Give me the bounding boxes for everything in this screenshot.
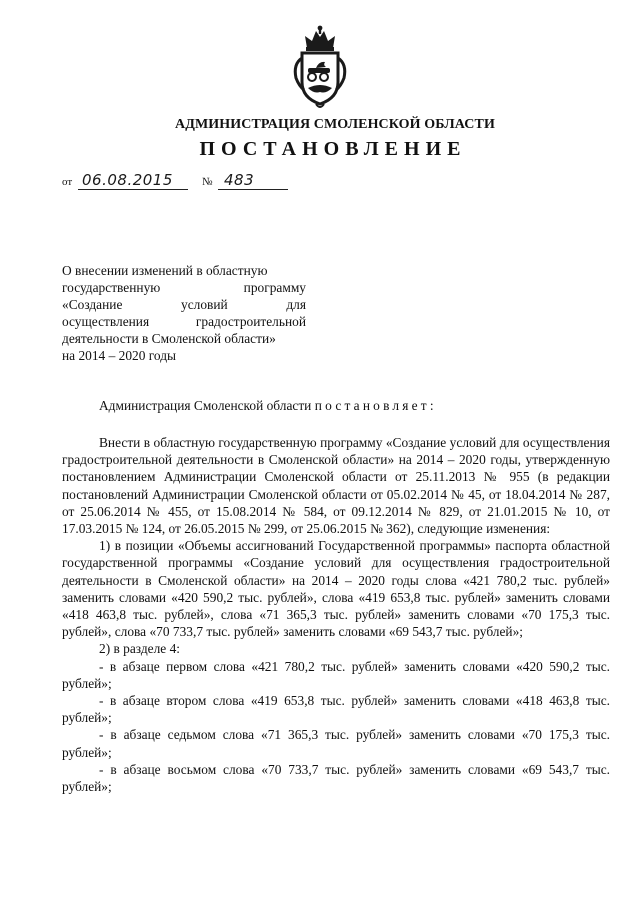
smolensk-coat-of-arms-icon xyxy=(288,24,352,112)
preamble-verb: постановляет: xyxy=(314,398,437,413)
agency-name: АДМИНИСТРАЦИЯ СМОЛЕНСКОЙ ОБЛАСТИ xyxy=(175,117,495,132)
subject-line xyxy=(62,296,306,313)
date-value: 06.08.2015 xyxy=(82,171,173,189)
subject-line: деятельности в Смоленской области» xyxy=(62,331,276,346)
body-paragraph: 1) в позиции «Объемы ассигнований Государственной программы» паспорта областной государственной программы «Создание условий для осуществления градостроительной деятельности в Смоленской области» на 2014 – 2020 годы слова «421 780,2 тыс. рублей» заменить словами «420 590,2 тыс. рублей», слова «419 653,8 тыс. рублей» заменить словами «418 463,8 тыс. рублей», слова «71 365,3 тыс. рублей» заменить словами «70 175,3 тыс. рублей», слова «70 733,7 тыс. рублей» заменить словами «69 543,7 тыс. рублей»; xyxy=(62,538,610,640)
subject-word: «Создание xyxy=(62,297,123,312)
subject-word: программу xyxy=(243,280,306,295)
date-prefix: от xyxy=(62,176,73,188)
body-paragraph: Внести в областную государственную программу «Создание условий для осуществления градостроительной деятельности в Смоленской области» на 2014 – 2020 годы, утвержденную постановлением Администрации Смоленской области от 25.11.2013 № 955 (в редакции постановлений Администрации Смоленской области от 05.02.2014 № 45, от 18.04.2014 № 287, от 25.06.2014 № 455, от 15.08.2014 № 584, от 09.12.2014 № 829, от 21.01.2015 № 10, от 17.03.2015 № 124, от 26.05.2015 № 299, от 25.06.2015 № 362), следующие изменения: xyxy=(62,435,610,537)
subject-line: О внесении изменений в областную xyxy=(62,263,268,278)
document-type-title: ПОСТАНОВЛЕНИЕ xyxy=(199,138,467,160)
preamble xyxy=(99,398,437,414)
subject-word: осуществления xyxy=(62,314,150,329)
date-underline xyxy=(78,189,188,190)
body-paragraph: - в абзаце первом слова «421 780,2 тыс. рублей» заменить словами «420 590,2 тыс. рублей»; xyxy=(62,658,610,691)
body-paragraph: - в абзаце седьмом слова «71 365,3 тыс. рублей» заменить словами «70 175,3 тыс. рублей»; xyxy=(62,727,610,760)
document-body xyxy=(62,434,610,795)
subject-word: условий xyxy=(181,297,228,312)
subject-line xyxy=(62,313,306,330)
preamble-text: Администрация Смоленской области xyxy=(99,398,312,413)
number-prefix: № xyxy=(202,176,213,188)
subject-block xyxy=(62,262,306,364)
subject-line xyxy=(62,279,306,296)
subject-word: для xyxy=(286,297,306,312)
body-paragraph: 2) в разделе 4: xyxy=(99,641,181,657)
number-underline xyxy=(218,189,288,190)
number-value: 483 xyxy=(224,171,255,189)
body-paragraph: - в абзаце восьмом слова «70 733,7 тыс. рублей» заменить словами «69 543,7 тыс. рублей»; xyxy=(62,761,610,795)
subject-word: государственную xyxy=(62,280,161,295)
subject-line: на 2014 – 2020 годы xyxy=(62,348,177,363)
subject-word: градостроительной xyxy=(195,314,306,329)
date-number-line xyxy=(62,168,302,192)
body-paragraph: - в абзаце втором слова «419 653,8 тыс. рублей» заменить словами «418 463,8 тыс. рублей»; xyxy=(62,693,610,726)
